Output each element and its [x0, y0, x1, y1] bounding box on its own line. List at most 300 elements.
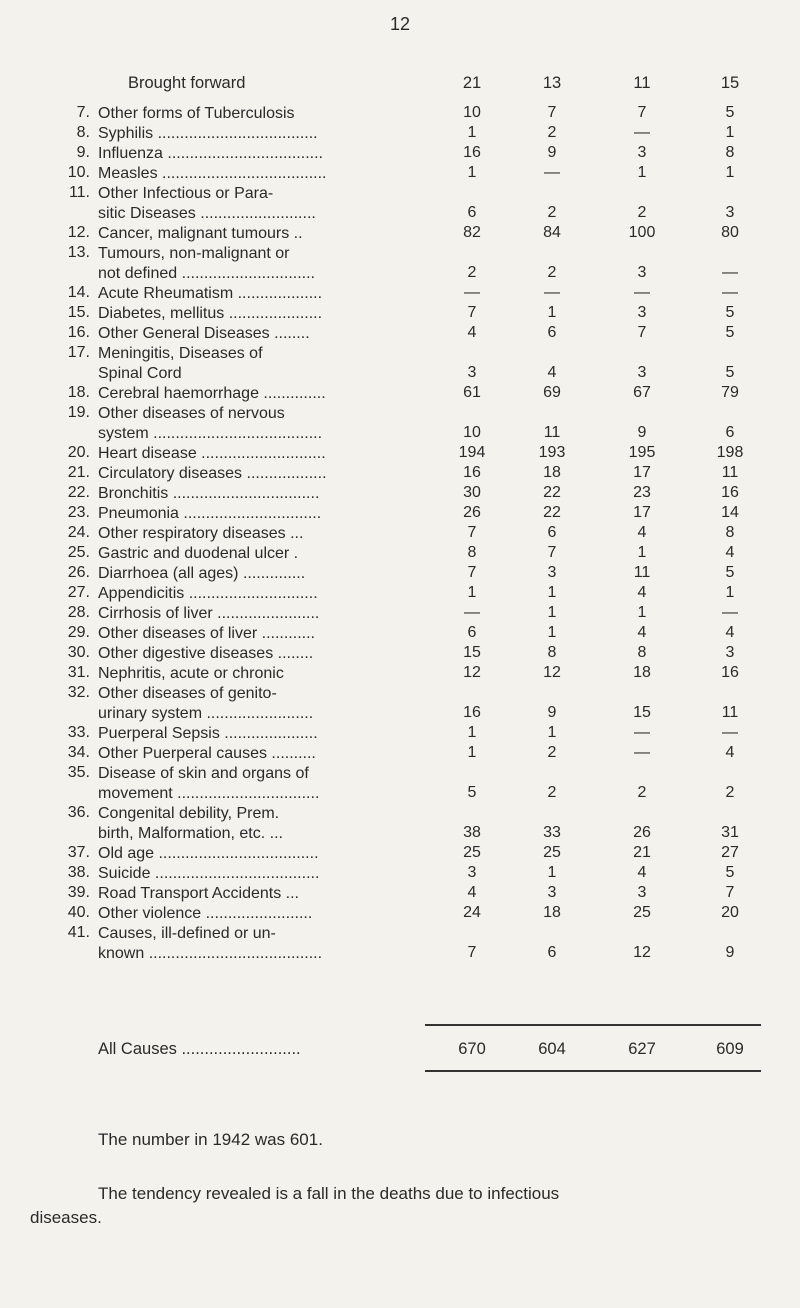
row-number: 30.	[67, 644, 90, 661]
row-value: 195	[628, 444, 656, 461]
table-row	[0, 504, 800, 524]
row-value: 31	[721, 824, 739, 841]
row-value: 9	[725, 944, 735, 961]
row-description-line1: Other Infectious or Para-	[98, 185, 274, 202]
row-value: 25	[463, 844, 481, 861]
table-row	[0, 384, 800, 404]
row-value: 3	[725, 644, 735, 661]
row-number: 19.	[67, 404, 90, 421]
row-value: 5	[725, 364, 735, 381]
table-row	[0, 684, 800, 724]
row-value: 4	[637, 524, 647, 541]
row-value: 4	[467, 884, 477, 901]
row-value: —	[544, 164, 560, 181]
row-description-line1: Puerperal Sepsis .....................	[98, 725, 318, 742]
row-description-line1: Cirrhosis of liver .......................	[98, 605, 320, 622]
row-description	[98, 224, 412, 244]
row-description	[98, 584, 412, 604]
table-row	[0, 104, 800, 124]
row-description	[98, 124, 412, 144]
row-number: 39.	[67, 884, 90, 901]
row-description	[98, 844, 412, 864]
row-number: 23.	[67, 504, 90, 521]
row-description-line1: Other General Diseases ........	[98, 325, 310, 342]
row-number: 9.	[76, 144, 90, 161]
row-value: 15	[633, 704, 651, 721]
row-value: 5	[725, 324, 735, 341]
row-description-line1: Congenital debility, Prem.	[98, 805, 280, 822]
row-description-line2: Spinal Cord	[98, 365, 182, 382]
row-number: 15.	[67, 304, 90, 321]
brought-forward-label: Brought forward	[128, 74, 246, 92]
row-description	[98, 724, 412, 744]
row-number: 10.	[67, 164, 90, 181]
row-value: 7	[547, 544, 557, 561]
table-row	[0, 624, 800, 644]
row-number: 32.	[67, 684, 90, 701]
row-value: 11	[721, 464, 739, 481]
row-description-line2: movement ................................	[98, 785, 320, 802]
row-number: 16.	[67, 324, 90, 341]
row-description	[98, 344, 412, 384]
row-value: 7	[725, 884, 735, 901]
row-value: 15	[463, 644, 481, 661]
row-value: 6	[467, 204, 477, 221]
row-value: 100	[628, 224, 656, 241]
row-number: 22.	[67, 484, 90, 501]
table-row	[0, 844, 800, 864]
row-value: 17	[633, 464, 651, 481]
row-description	[98, 184, 412, 224]
row-description-line1: Other diseases of nervous	[98, 405, 285, 422]
row-description-line1: Other respiratory diseases ...	[98, 525, 304, 542]
row-description-line1: Appendicitis .............................	[98, 585, 318, 602]
row-number: 29.	[67, 624, 90, 641]
row-description-line2: urinary system ........................	[98, 705, 314, 722]
row-value: 26	[633, 824, 651, 841]
row-value: 7	[637, 104, 647, 121]
row-value: 5	[467, 784, 477, 801]
row-value: —	[722, 604, 738, 621]
total-value: 609	[716, 1040, 744, 1058]
row-value: —	[544, 284, 560, 301]
row-description-line1: Other diseases of liver ............	[98, 625, 315, 642]
row-description	[98, 744, 412, 764]
row-description	[98, 404, 412, 444]
row-description	[98, 804, 412, 844]
row-value: 7	[547, 104, 557, 121]
row-value: 3	[637, 304, 647, 321]
row-description	[98, 684, 412, 724]
table-row	[0, 764, 800, 804]
row-value: 16	[721, 484, 739, 501]
row-number: 37.	[67, 844, 90, 861]
row-description-line1: Meningitis, Diseases of	[98, 345, 263, 362]
row-number: 31.	[67, 664, 90, 681]
row-number: 13.	[67, 244, 90, 261]
table-row	[0, 904, 800, 924]
brought-forward-value: 11	[633, 74, 651, 92]
row-value: 10	[463, 424, 481, 441]
row-value: 1	[547, 624, 557, 641]
total-value: 670	[458, 1040, 486, 1058]
row-value: 8	[637, 644, 647, 661]
row-value: 2	[467, 264, 477, 281]
row-value: 7	[467, 944, 477, 961]
row-value: 16	[463, 704, 481, 721]
note-tendency	[30, 1182, 758, 1230]
row-description	[98, 644, 412, 664]
row-value: 8	[725, 524, 735, 541]
total-rule-bottom	[425, 1070, 761, 1072]
row-description	[98, 604, 412, 624]
row-description	[98, 444, 412, 464]
row-description	[98, 384, 412, 404]
row-value: 6	[725, 424, 735, 441]
row-description-line1: Other forms of Tuberculosis	[98, 105, 295, 122]
table-row	[0, 564, 800, 584]
row-number: 33.	[67, 724, 90, 741]
row-description-line1: Other diseases of genito-	[98, 685, 277, 702]
row-value: 3	[467, 864, 477, 881]
row-value: 4	[547, 364, 557, 381]
table-row	[0, 884, 800, 904]
row-value: 1	[547, 584, 557, 601]
row-description-line1: Bronchitis .................................	[98, 485, 320, 502]
row-value: 5	[725, 564, 735, 581]
brought-forward-value: 21	[462, 74, 482, 92]
note-tendency-line1: The tendency revealed is a fall in the deaths due to infectious	[98, 1184, 560, 1203]
page-number: 12	[389, 14, 411, 34]
row-value: 30	[463, 484, 481, 501]
row-value: 2	[725, 784, 735, 801]
totals-row	[0, 1040, 800, 1062]
row-value: 4	[725, 624, 735, 641]
row-value: 1	[547, 304, 557, 321]
table-row	[0, 324, 800, 344]
row-description-line1: Diabetes, mellitus .....................	[98, 305, 323, 322]
row-value: 6	[547, 324, 557, 341]
table-row	[0, 464, 800, 484]
row-number: 11.	[68, 184, 90, 201]
row-value: 4	[637, 624, 647, 641]
row-description	[98, 884, 412, 904]
row-value: 3	[547, 564, 557, 581]
row-value: 4	[725, 544, 735, 561]
row-value: 1	[725, 124, 735, 141]
row-value: 16	[721, 664, 739, 681]
row-value: 8	[725, 144, 735, 161]
row-description-line1: Pneumonia ...............................	[98, 505, 322, 522]
row-description-line1: Disease of skin and organs of	[98, 765, 309, 782]
row-number: 17.	[67, 344, 90, 361]
row-value: 12	[633, 944, 651, 961]
row-value: 61	[463, 384, 481, 401]
total-value: 627	[628, 1040, 656, 1058]
row-description-line1: Old age ....................................	[98, 845, 319, 862]
row-value: 69	[543, 384, 561, 401]
row-number: 18.	[67, 384, 90, 401]
row-description	[98, 544, 412, 564]
row-value: 33	[543, 824, 561, 841]
row-value: 10	[463, 104, 481, 121]
row-description-line1: Syphilis ....................................	[98, 125, 318, 142]
row-value: 80	[721, 224, 739, 241]
row-description-line1: Causes, ill-defined or un-	[98, 925, 276, 942]
row-description	[98, 324, 412, 344]
table-row	[0, 524, 800, 544]
row-description-line1: Measles .....................................	[98, 165, 327, 182]
row-number: 8.	[76, 124, 90, 141]
table-row	[0, 444, 800, 464]
row-description-line2: birth, Malformation, etc. ...	[98, 825, 283, 842]
row-value: 18	[543, 464, 561, 481]
table-row	[0, 344, 800, 384]
row-value: 1	[725, 584, 735, 601]
row-value: 3	[547, 884, 557, 901]
row-value: 9	[547, 144, 557, 161]
row-description-line2: not defined ..............................	[98, 265, 315, 282]
table-row	[0, 804, 800, 844]
row-description	[98, 284, 412, 304]
row-description	[98, 164, 412, 184]
brought-forward-value: 15	[720, 74, 740, 92]
row-value: —	[634, 124, 650, 141]
note-tendency-line2: diseases.	[30, 1208, 102, 1227]
row-description-line1: Circulatory diseases ..................	[98, 465, 327, 482]
row-value: 3	[725, 204, 735, 221]
row-value: —	[634, 744, 650, 761]
total-value: 604	[538, 1040, 566, 1058]
row-value: 1	[637, 604, 647, 621]
row-number: 27.	[67, 584, 90, 601]
row-description	[98, 924, 412, 964]
row-number: 40.	[67, 904, 90, 921]
row-value: 79	[721, 384, 739, 401]
row-value: 7	[467, 564, 477, 581]
row-description-line1: Nephritis, acute or chronic	[98, 665, 284, 682]
total-rule-top	[425, 1024, 761, 1026]
row-value: 8	[547, 644, 557, 661]
row-value: 84	[543, 224, 561, 241]
row-value: 4	[725, 744, 735, 761]
row-value: 3	[637, 364, 647, 381]
row-description-line2: known .......................................	[98, 945, 323, 962]
row-description	[98, 504, 412, 524]
row-value: 2	[547, 124, 557, 141]
table-row	[0, 164, 800, 184]
row-value: —	[634, 284, 650, 301]
row-value: 1	[725, 164, 735, 181]
row-value: 3	[467, 364, 477, 381]
row-description	[98, 764, 412, 804]
row-value: 1	[467, 744, 477, 761]
row-value: 21	[633, 844, 651, 861]
row-value: 1	[637, 544, 647, 561]
row-value: 198	[716, 444, 744, 461]
row-value: 3	[637, 264, 647, 281]
row-value: 11	[633, 564, 651, 581]
table-row	[0, 664, 800, 684]
table-row	[0, 544, 800, 564]
table-row	[0, 744, 800, 764]
row-number: 34.	[67, 744, 90, 761]
row-number: 38.	[67, 864, 90, 881]
table-row	[0, 924, 800, 964]
row-value: 5	[725, 104, 735, 121]
row-value: 22	[543, 504, 561, 521]
row-description-line1: Diarrhoea (all ages) ..............	[98, 565, 306, 582]
row-value: 5	[725, 864, 735, 881]
row-value: 1	[547, 604, 557, 621]
row-value: 9	[547, 704, 557, 721]
causes-of-death-table	[0, 104, 800, 964]
row-description-line1: Other Puerperal causes ..........	[98, 745, 316, 762]
row-description-line1: Acute Rheumatism ...................	[98, 285, 323, 302]
row-value: 9	[637, 424, 647, 441]
row-value: 23	[633, 484, 651, 501]
table-row	[0, 284, 800, 304]
row-value: 3	[637, 144, 647, 161]
table-row	[0, 124, 800, 144]
row-number: 20.	[67, 444, 90, 461]
row-value: 7	[467, 524, 477, 541]
row-description	[98, 104, 412, 124]
table-row	[0, 864, 800, 884]
row-value: 12	[463, 664, 481, 681]
row-value: 2	[547, 784, 557, 801]
row-description-line1: Heart disease ............................	[98, 445, 326, 462]
row-value: —	[464, 604, 480, 621]
row-description-line1: Cerebral haemorrhage ..............	[98, 385, 326, 402]
row-value: —	[722, 724, 738, 741]
row-description-line1: Gastric and duodenal ulcer .	[98, 545, 299, 562]
row-value: 14	[721, 504, 739, 521]
row-value: 4	[637, 584, 647, 601]
table-row	[0, 484, 800, 504]
row-value: 24	[463, 904, 481, 921]
row-description-line1: Road Transport Accidents ...	[98, 885, 299, 902]
row-value: 4	[467, 324, 477, 341]
row-value: 1	[547, 724, 557, 741]
row-number: 14.	[67, 284, 90, 301]
row-value: 2	[547, 204, 557, 221]
row-value: 27	[721, 844, 739, 861]
row-value: 1	[467, 124, 477, 141]
row-value: 6	[467, 624, 477, 641]
row-number: 21.	[67, 464, 90, 481]
row-description-line2: system ......................................	[98, 425, 323, 442]
row-description	[98, 864, 412, 884]
row-number: 35.	[67, 764, 90, 781]
row-number: 24.	[67, 524, 90, 541]
row-value: —	[722, 284, 738, 301]
row-value: 1	[467, 724, 477, 741]
row-value: 25	[633, 904, 651, 921]
row-value: 7	[467, 304, 477, 321]
row-value: 18	[633, 664, 651, 681]
row-description	[98, 304, 412, 324]
row-value: 2	[637, 204, 647, 221]
row-value: 18	[543, 904, 561, 921]
row-value: 8	[467, 544, 477, 561]
totals-label: All Causes ..........................	[98, 1040, 301, 1058]
row-value: 11	[543, 424, 561, 441]
row-value: 16	[463, 464, 481, 481]
row-number: 36.	[67, 804, 90, 821]
row-value: 82	[463, 224, 481, 241]
row-number: 7.	[76, 104, 90, 121]
note-1942: The number in 1942 was 601.	[98, 1130, 323, 1149]
row-value: 22	[543, 484, 561, 501]
row-value: 1	[637, 164, 647, 181]
row-value: 2	[637, 784, 647, 801]
row-value: 6	[547, 524, 557, 541]
row-value: 38	[463, 824, 481, 841]
row-number: 12.	[67, 224, 90, 241]
row-value: 11	[721, 704, 739, 721]
row-description-line2: sitic Diseases ..........................	[98, 205, 316, 222]
row-value: 12	[543, 664, 561, 681]
table-row	[0, 224, 800, 244]
row-description-line1: Tumours, non-malignant or	[98, 245, 290, 262]
row-description	[98, 244, 412, 284]
row-description-line1: Influenza ...................................	[98, 145, 323, 162]
row-value: 25	[543, 844, 561, 861]
row-value: 193	[538, 444, 566, 461]
row-value: 16	[463, 144, 481, 161]
table-row	[0, 404, 800, 444]
row-number: 26.	[67, 564, 90, 581]
table-row	[0, 724, 800, 744]
row-description	[98, 664, 412, 684]
row-description	[98, 624, 412, 644]
table-row	[0, 144, 800, 164]
table-row	[0, 584, 800, 604]
row-description	[98, 904, 412, 924]
row-number: 41.	[67, 924, 90, 941]
table-row	[0, 184, 800, 224]
row-value: 1	[547, 864, 557, 881]
row-description-line1: Suicide .....................................	[98, 865, 320, 882]
row-description	[98, 484, 412, 504]
row-description	[98, 524, 412, 544]
row-value: —	[634, 724, 650, 741]
row-description	[98, 144, 412, 164]
table-row	[0, 644, 800, 664]
row-value: 67	[633, 384, 651, 401]
row-value: 194	[458, 444, 486, 461]
row-description	[98, 564, 412, 584]
row-value: 1	[467, 584, 477, 601]
row-value: 17	[633, 504, 651, 521]
row-description-line1: Other violence ........................	[98, 905, 313, 922]
row-value: 6	[547, 944, 557, 961]
row-value: 5	[725, 304, 735, 321]
brought-forward-value: 13	[542, 74, 562, 92]
row-description-line1: Other digestive diseases ........	[98, 645, 314, 662]
row-value: 26	[463, 504, 481, 521]
row-value: 2	[547, 744, 557, 761]
table-row	[0, 604, 800, 624]
row-value: 3	[637, 884, 647, 901]
row-description-line1: Cancer, malignant tumours ..	[98, 225, 303, 242]
row-description	[98, 464, 412, 484]
row-value: 4	[637, 864, 647, 881]
row-number: 28.	[67, 604, 90, 621]
row-value: 20	[721, 904, 739, 921]
brought-forward-row	[0, 74, 800, 94]
